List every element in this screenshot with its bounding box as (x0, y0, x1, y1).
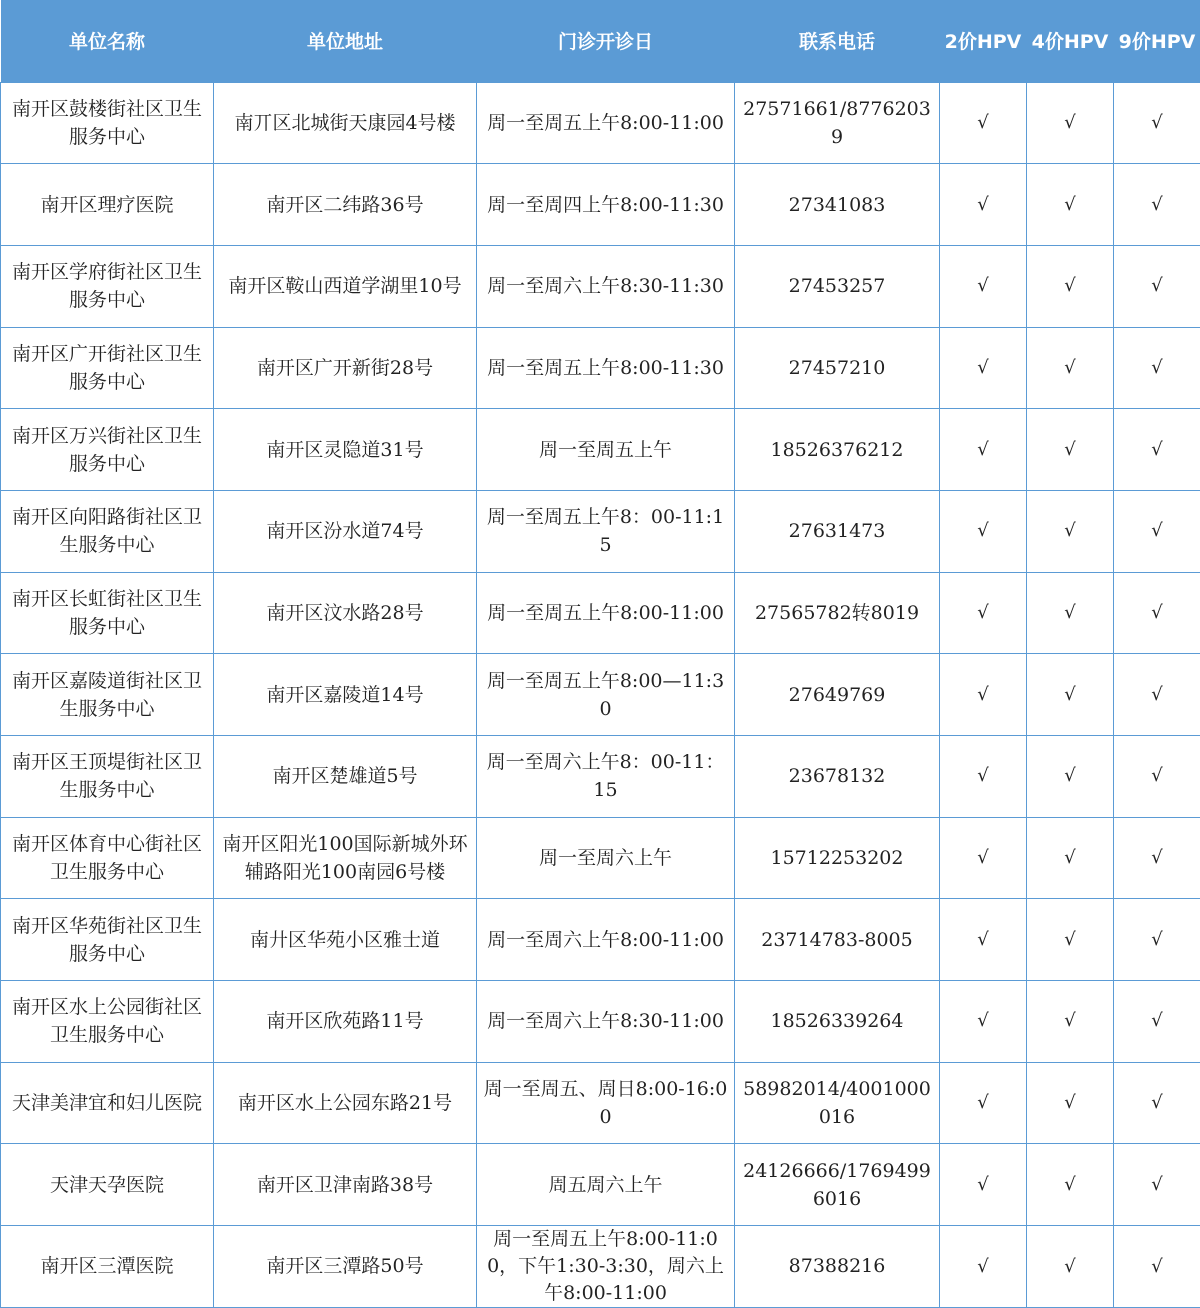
cell-unit-name: 南开区学府街社区卫生服务中心 (1, 245, 214, 327)
cell-hpv2-check: √ (940, 82, 1027, 164)
cell-hpv9-check: √ (1114, 572, 1200, 654)
cell-hpv2-check: √ (940, 327, 1027, 409)
cell-phone: 27571661/87762039 (735, 82, 940, 164)
table-row (1, 1226, 1200, 1308)
cell-clinic-days: 周一至周六上午8：00-11：15 (477, 736, 735, 818)
cell-phone: 15712253202 (735, 817, 940, 899)
cell-hpv9-check: √ (1114, 1062, 1200, 1144)
table-row (1, 572, 1200, 654)
cell-hpv4-check: √ (1027, 1062, 1114, 1144)
cell-clinic-days: 周一至周五上午8:00—11:30 (477, 654, 735, 736)
cell-unit-address: 南开区卫津南路38号 (214, 1144, 477, 1226)
cell-unit-name: 天津美津宜和妇儿医院 (1, 1062, 214, 1144)
cell-hpv4-check: √ (1027, 736, 1114, 818)
cell-unit-name: 南开区鼓楼街社区卫生服务中心 (1, 82, 214, 164)
cell-hpv9-check: √ (1114, 164, 1200, 246)
cell-unit-name: 南开区长虹街社区卫生服务中心 (1, 572, 214, 654)
cell-hpv4-check: √ (1027, 654, 1114, 736)
cell-clinic-days: 周一至周六上午 (477, 817, 735, 899)
cell-unit-address: 南开区嘉陵道14号 (214, 654, 477, 736)
cell-unit-name: 南开区向阳路街社区卫生服务中心 (1, 490, 214, 572)
cell-unit-name: 南开区广开街社区卫生服务中心 (1, 327, 214, 409)
cell-phone: 58982014/4001000016 (735, 1062, 940, 1144)
cell-phone: 27649769 (735, 654, 940, 736)
table-row (1, 490, 1200, 572)
cell-clinic-days: 周一至周五上午8：00-11:15 (477, 490, 735, 572)
cell-unit-name: 南开区水上公园街社区卫生服务中心 (1, 981, 214, 1063)
cell-hpv4-check: √ (1027, 327, 1114, 409)
cell-hpv9-check: √ (1114, 981, 1200, 1063)
header-hpv2: 2价HPV (940, 0, 1027, 82)
header-clinic-days: 门诊开诊日 (477, 0, 735, 82)
cell-hpv9-check: √ (1114, 817, 1200, 899)
table-row (1, 82, 1200, 164)
header-unit-address: 单位地址 (214, 0, 477, 82)
cell-unit-name: 南开区万兴街社区卫生服务中心 (1, 409, 214, 491)
cell-hpv4-check: √ (1027, 245, 1114, 327)
cell-unit-address: 南丌区北城街天康园4号楼 (214, 82, 477, 164)
cell-hpv4-check: √ (1027, 82, 1114, 164)
table-body (1, 82, 1200, 1308)
cell-hpv2-check: √ (940, 981, 1027, 1063)
cell-clinic-days: 周一至周五上午 (477, 409, 735, 491)
cell-clinic-days: 周一至周五上午8:00-11:00 (477, 82, 735, 164)
cell-hpv9-check: √ (1114, 327, 1200, 409)
cell-phone: 18526339264 (735, 981, 940, 1063)
cell-unit-address: 南廾区华苑小区雅士道 (214, 899, 477, 981)
cell-unit-name: 南开区嘉陵道街社区卫生服务中心 (1, 654, 214, 736)
table-row (1, 817, 1200, 899)
cell-clinic-days: 周一至周六上午8:30-11:30 (477, 245, 735, 327)
table-row (1, 1062, 1200, 1144)
header-hpv9: 9价HPV (1114, 0, 1200, 82)
cell-hpv2-check: √ (940, 899, 1027, 981)
cell-hpv2-check: √ (940, 1144, 1027, 1226)
table-row (1, 327, 1200, 409)
cell-hpv2-check: √ (940, 1062, 1027, 1144)
cell-hpv9-check: √ (1114, 1144, 1200, 1226)
cell-hpv2-check: √ (940, 245, 1027, 327)
cell-phone: 27457210 (735, 327, 940, 409)
table-row (1, 1144, 1200, 1226)
cell-hpv2-check: √ (940, 654, 1027, 736)
cell-hpv9-check: √ (1114, 654, 1200, 736)
cell-unit-address: 南开区汶水路28号 (214, 572, 477, 654)
cell-hpv9-check: √ (1114, 245, 1200, 327)
cell-hpv4-check: √ (1027, 572, 1114, 654)
cell-clinic-days: 周五周六上午 (477, 1144, 735, 1226)
cell-hpv4-check: √ (1027, 899, 1114, 981)
cell-phone: 87388216 (735, 1226, 940, 1308)
cell-unit-address: 南开区鞍山西道学湖里10号 (214, 245, 477, 327)
table-row (1, 409, 1200, 491)
cell-clinic-days: 周一至周五上午8:00-11:00 (477, 572, 735, 654)
cell-hpv2-check: √ (940, 164, 1027, 246)
cell-clinic-days: 周一至周五上午8:00-11:00，下午1:30-3:30，周六上午8:00-11:00 (477, 1226, 735, 1308)
cell-unit-name: 南开区理疗医院 (1, 164, 214, 246)
cell-hpv2-check: √ (940, 817, 1027, 899)
cell-unit-name: 南开区体育中心街社区卫生服务中心 (1, 817, 214, 899)
header-unit-name: 单位名称 (1, 0, 214, 82)
cell-unit-name: 南开区王顶堤街社区卫生服务中心 (1, 736, 214, 818)
cell-phone: 23714783-8005 (735, 899, 940, 981)
table-row (1, 164, 1200, 246)
cell-unit-address: 南开区水上公园东路21号 (214, 1062, 477, 1144)
cell-phone: 24126666/17694996016 (735, 1144, 940, 1226)
cell-unit-address: 南开区三潭路50号 (214, 1226, 477, 1308)
cell-phone: 27631473 (735, 490, 940, 572)
cell-clinic-days: 周一至周六上午8:00-11:00 (477, 899, 735, 981)
cell-hpv4-check: √ (1027, 817, 1114, 899)
cell-hpv9-check: √ (1114, 82, 1200, 164)
cell-unit-address: 南开区广开新街28号 (214, 327, 477, 409)
cell-phone: 23678132 (735, 736, 940, 818)
cell-hpv4-check: √ (1027, 409, 1114, 491)
cell-clinic-days: 周一至周六上午8:30-11:00 (477, 981, 735, 1063)
cell-unit-address: 南开区楚雄道5号 (214, 736, 477, 818)
cell-hpv2-check: √ (940, 409, 1027, 491)
cell-unit-address: 南开区阳光100国际新城外环辅路阳光100南园6号楼 (214, 817, 477, 899)
cell-hpv2-check: √ (940, 1226, 1027, 1308)
table-row (1, 981, 1200, 1063)
cell-clinic-days: 周一至周五上午8:00-11:30 (477, 327, 735, 409)
cell-unit-name: 南开区三潭医院 (1, 1226, 214, 1308)
cell-hpv4-check: √ (1027, 164, 1114, 246)
cell-phone: 27565782转8019 (735, 572, 940, 654)
cell-phone: 27453257 (735, 245, 940, 327)
cell-unit-name: 南开区华苑街社区卫生服务中心 (1, 899, 214, 981)
table-row (1, 736, 1200, 818)
cell-unit-address: 南开区二纬路36号 (214, 164, 477, 246)
cell-phone: 27341083 (735, 164, 940, 246)
cell-hpv4-check: √ (1027, 490, 1114, 572)
cell-hpv4-check: √ (1027, 1226, 1114, 1308)
cell-hpv9-check: √ (1114, 1226, 1200, 1308)
cell-hpv9-check: √ (1114, 409, 1200, 491)
cell-hpv4-check: √ (1027, 1144, 1114, 1226)
header-phone: 联系电话 (735, 0, 940, 82)
cell-hpv4-check: √ (1027, 981, 1114, 1063)
table-header (1, 0, 1200, 82)
cell-hpv9-check: √ (1114, 736, 1200, 818)
cell-clinic-days: 周一至周五、周日8:00-16:00 (477, 1062, 735, 1144)
cell-hpv9-check: √ (1114, 490, 1200, 572)
cell-unit-address: 南开区灵隐道31号 (214, 409, 477, 491)
cell-hpv2-check: √ (940, 736, 1027, 818)
table-row (1, 899, 1200, 981)
table-row (1, 654, 1200, 736)
cell-hpv9-check: √ (1114, 899, 1200, 981)
table-row (1, 245, 1200, 327)
header-hpv4: 4价HPV (1027, 0, 1114, 82)
cell-hpv2-check: √ (940, 572, 1027, 654)
cell-unit-address: 南开区汾水道74号 (214, 490, 477, 572)
cell-phone: 18526376212 (735, 409, 940, 491)
cell-clinic-days: 周一至周四上午8:00-11:30 (477, 164, 735, 246)
header-row (1, 0, 1200, 82)
cell-unit-name: 天津天孕医院 (1, 1144, 214, 1226)
cell-unit-address: 南开区欣苑路11号 (214, 981, 477, 1063)
cell-hpv2-check: √ (940, 490, 1027, 572)
